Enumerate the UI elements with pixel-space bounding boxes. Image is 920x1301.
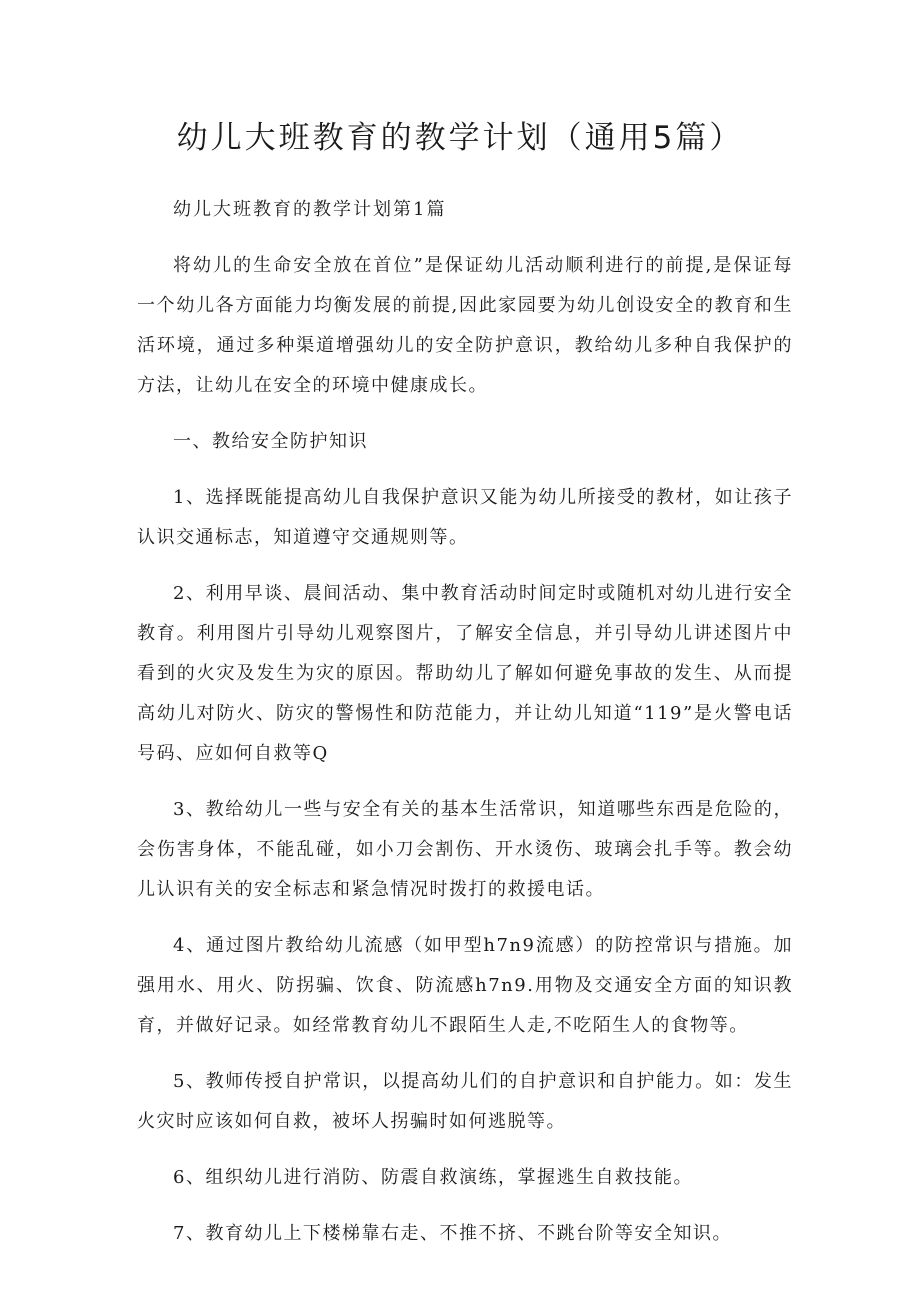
paragraph-intro: 将幼儿的生命安全放在首位”是保证幼儿活动顺利进行的前提,是保证每一个幼儿各方面能力均衡发展的前提,因此家园要为幼儿创设安全的教育和生活环境，通过多种渠道增强幼儿的安全防护意识，教给幼儿多种自我保护的方法，让幼儿在安全的环境中健康成长。 xyxy=(137,255,793,396)
paragraph-item-7: 7、教育幼儿上下楼梯靠右走、不推不挤、不跳台阶等安全知识。 xyxy=(173,1223,732,1244)
paragraph-item-1: 1、选择既能提高幼儿自我保护意识又能为幼儿所接受的教材，如让孩子认识交通标志，知道遵守交通规则等。 xyxy=(137,487,793,548)
subheading-safety-knowledge: 一、教给安全防护知识 xyxy=(173,431,368,452)
document-body xyxy=(137,190,793,1270)
paragraph-item-2: 2、利用早谈、晨间活动、集中教育活动时间定时或随机对幼儿进行安全教育。利用图片引导幼儿观察图片，了解安全信息，并引导幼儿讲述图片中看到的火灾及发生为灾的原因。帮助幼儿了解如何避免事故的发生、从而提高幼儿对防火、防灾的警惕性和防范能力，并让幼儿知道“119”是火警电话号码、应如何自救等Q xyxy=(137,583,793,764)
paragraph-item-5: 5、教师传授自护常识，以提高幼儿们的自护意识和自护能力。如：发生火灾时应该如何自救，被坏人拐骗时如何逃脱等。 xyxy=(137,1071,793,1132)
section-heading: 幼儿大班教育的教学计划第1篇 xyxy=(173,199,447,220)
paragraph-item-6: 6、组织幼儿进行消防、防震自救演练，掌握逃生自救技能。 xyxy=(173,1167,693,1188)
paragraph-item-3: 3、教给幼儿一些与安全有关的基本生活常识，知道哪些东西是危险的，会伤害身体，不能乱碰，如小刀会割伤、开水烫伤、玻璃会扎手等。教会幼儿认识有关的安全标志和紧急情况时拨打的救援电话。 xyxy=(137,799,793,900)
paragraph-item-4: 4、通过图片教给幼儿流感（如甲型h7n9流感）的防控常识与措施。加强用水、用火、防拐骗、饮食、防流感h7n9.用物及交通安全方面的知识教育，并做好记录。如经常教育幼儿不跟陌生人走,不吃陌生人的食物等。 xyxy=(137,935,793,1036)
document-title: 幼儿大班教育的教学计划（通用5篇） xyxy=(176,120,744,156)
